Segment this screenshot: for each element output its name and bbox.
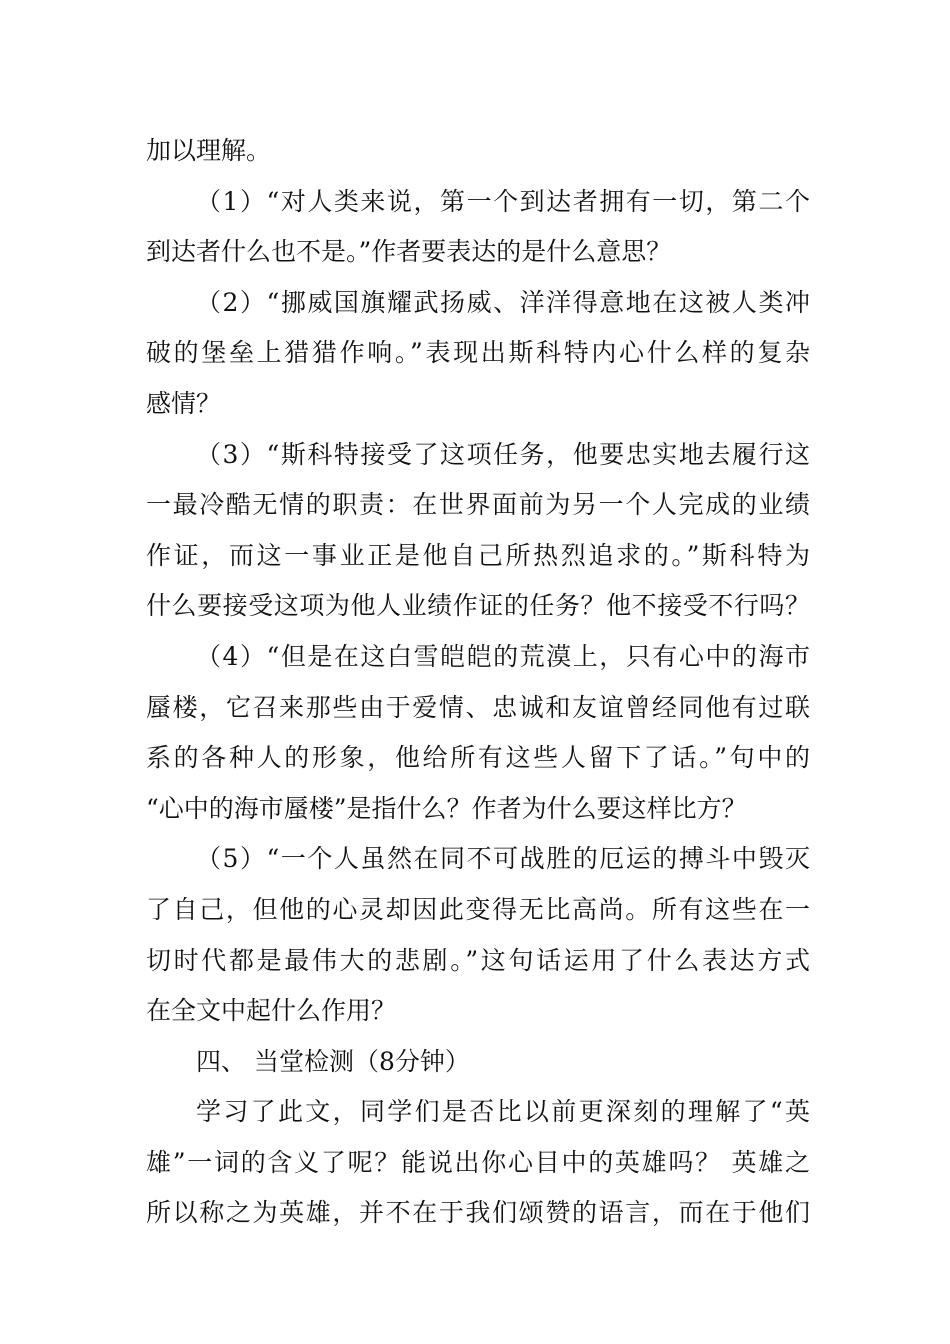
text-line: “心中的海市蜃楼”是指什么？作者为什么要这样比方？ xyxy=(146,793,747,823)
text-line: 在全文中起什么作用？ xyxy=(146,996,397,1026)
text-line: 加以理解。 xyxy=(146,136,272,165)
text-line: 了自己，但他的心灵却因此变得无比高尚。所有这些在一 xyxy=(146,894,810,924)
text-line: 感情？ xyxy=(146,388,222,418)
question-3-line: （3）“斯科特接受了这项任务，他要忠实地去履行这 xyxy=(196,439,810,469)
text-line: 到达者什么也不是。”作者要表达的是什么意思？ xyxy=(146,237,672,267)
text-line: 系的各种人的形象，他给所有这些人留下了话。”句中的 xyxy=(146,743,810,773)
question-1-line: （1）“对人类来说，第一个到达者拥有一切，第二个 xyxy=(196,186,810,216)
text-line: 一最冷酷无情的职责：在世界面前为另一个人完成的业绩 xyxy=(146,490,810,520)
question-4-line: （4）“但是在这白雪皑皑的荒漠上，只有心中的海市 xyxy=(196,641,810,671)
section-heading: 四、 当堂检测（8分钟） xyxy=(196,1046,470,1076)
paragraph-start-line: 学习了此文，同学们是否比以前更深刻的理解了“英 xyxy=(196,1097,810,1127)
text-line: 所以称之为英雄，并不在于我们颂赞的语言，而在于他们 xyxy=(146,1198,810,1228)
question-2-line: （2）“挪威国旗耀武扬威、洋洋得意地在这被人类冲 xyxy=(196,287,810,317)
document-text-block xyxy=(146,126,810,1239)
question-5-line: （5）“一个人虽然在同不可战胜的厄运的搏斗中毁灭 xyxy=(196,844,810,874)
text-line: 什么要接受这项为他人业绩作证的任务？他不接受不行吗？ xyxy=(146,591,810,621)
text-line: 破的堡垒上猎猎作响。”表现出斯科特内心什么样的复杂 xyxy=(146,338,810,368)
text-line: 蜃楼，它召来那些由于爱情、忠诚和友谊曾经同他有过联 xyxy=(146,692,810,722)
text-line: 雄”一词的含义了呢？能说出你心目中的英雄吗？ 英雄之 xyxy=(146,1147,810,1177)
text-line: 作证，而这一事业正是他自己所热烈追求的。”斯科特为 xyxy=(146,540,810,570)
text-line: 切时代都是最伟大的悲剧。”这句话运用了什么表达方式 xyxy=(146,945,810,975)
